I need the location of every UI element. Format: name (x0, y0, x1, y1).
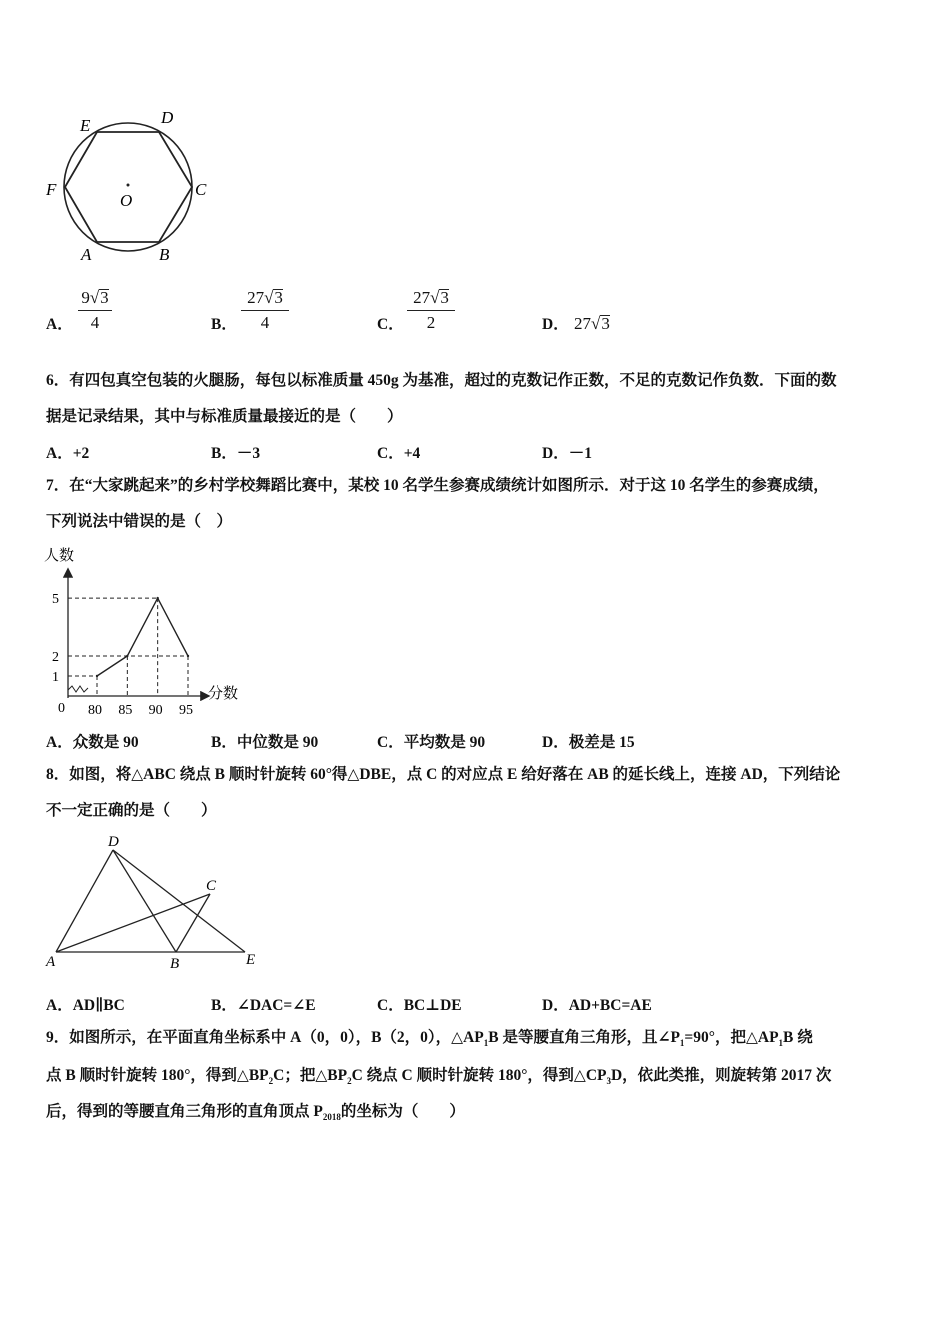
q6-option-b: B．－3 (211, 445, 261, 462)
label-F: F (46, 180, 57, 199)
axis-break (68, 686, 88, 692)
segment-DE (113, 850, 245, 952)
q6-line-2: 据是记录结果，其中与标准质量最接近的是（ ） (46, 408, 403, 425)
q5-option-b-fraction: 27√3 4 (241, 288, 289, 333)
x-tick-90: 90 (148, 703, 163, 718)
segment-AC (56, 894, 210, 952)
q7-line-1: 7．在“大家跳起来”的乡村学校舞蹈比赛中，某校 10 名学生参赛成绩统计如图所示．对于这 10 名学生的参赛成绩， (46, 477, 829, 494)
y-tick-5: 5 (52, 592, 59, 608)
q8-line-1: 8．如图，将△ABC 绕点 B 顺时针旋转 60°得△DBE，点 C 的对应点 E 给好落在 AB 的延长线上，连接 AD，下列结论 (46, 766, 841, 783)
label-A: A (81, 245, 92, 264)
y-axis-label: 人数 (44, 548, 75, 564)
y-tick-2: 2 (52, 650, 59, 665)
q7-option-c: C．平均数是 90 (377, 734, 486, 751)
q5-option-d-value: 27√3 (574, 314, 610, 333)
x-tick-80: 80 (88, 703, 102, 718)
segment-AD (56, 850, 113, 952)
circumcircle (64, 123, 192, 251)
origin-label: 0 (58, 701, 65, 716)
q9-line-2: 点 B 顺时针旋转 180°，得到$\triangle BP_2C$；把$\triangle BP_2C$ 绕点 C 顺时针旋转 180°，得到$\triangle CP_3D$，依此类推，则旋转第 2017 次 (46, 1067, 832, 1087)
q9-line-1: 9．如图所示，在平面直角坐标系中 A（0，0），B（2，0），$\triangle AP_1B$ 是等腰直角三角形，且$\angle P_1=90^\circ$，把$\triangle AP_1B$ 绕 (46, 1029, 813, 1049)
data-point-90 (156, 597, 158, 599)
q7-line-2: 下列说法中错误的是（ ） (46, 513, 233, 530)
q6-option-a: A．+2 (46, 445, 90, 462)
data-series-line (97, 598, 188, 676)
q7-option-b: B．中位数是 90 (211, 734, 319, 751)
q8-line-2: 不一定正确的是（ ） (46, 802, 217, 819)
q8-option-d: D．AD+BC=AE (542, 997, 652, 1014)
q8-option-c: C．BC⊥DE (377, 997, 462, 1014)
x-tick-95: 95 (179, 703, 193, 718)
q5-option-b-label: B． (211, 316, 237, 333)
hexagon-circle-figure (40, 105, 225, 270)
label-B: B (159, 245, 170, 264)
label-D: D (161, 108, 174, 127)
label-D: D (108, 834, 119, 850)
label-C: C (206, 878, 217, 894)
q6-line-1: 6．有四包真空包装的火腿肠，每包以标准质量 450g 为基准，超过的克数记作正数，不足的克数记作负数．下面的数 (46, 372, 837, 389)
segment-DB (113, 850, 176, 952)
q8-option-a: A．AD∥BC (46, 997, 125, 1014)
q5-option-c-fraction: 27√3 2 (407, 288, 455, 333)
data-point-85 (126, 655, 128, 657)
data-point-95 (187, 655, 189, 657)
data-point-80 (96, 675, 98, 677)
q7-option-a: A．众数是 90 (46, 734, 139, 751)
q6-option-d: D．－1 (542, 445, 592, 462)
label-E: E (80, 116, 91, 135)
regular-hexagon (65, 132, 192, 242)
score-line-chart (40, 540, 250, 722)
q9-line-3: 后，得到的等腰直角三角形的直角顶点 $P_{2018}$的坐标为（ ） (46, 1103, 465, 1123)
q5-option-c-label: C． (377, 316, 404, 333)
y-tick-1: 1 (52, 670, 59, 685)
label-C: C (195, 180, 207, 199)
q5-option-a-fraction: 9√3 4 (78, 288, 112, 333)
x-axis-label: 分数 (208, 686, 239, 702)
q5-option-d-label: D． (542, 316, 569, 333)
q8-option-b: B．∠DAC=∠E (211, 997, 316, 1014)
center-dot (127, 184, 130, 187)
label-B: B (170, 956, 180, 972)
label-E: E (246, 952, 256, 968)
rotation-triangle-figure (40, 832, 265, 980)
label-A: A (46, 954, 56, 970)
x-tick-85: 85 (118, 703, 133, 718)
label-O: O (120, 191, 133, 210)
q6-option-c: C．+4 (377, 445, 421, 462)
q7-option-d: D．极差是 15 (542, 734, 635, 751)
q5-option-a-label: A． (46, 316, 73, 333)
